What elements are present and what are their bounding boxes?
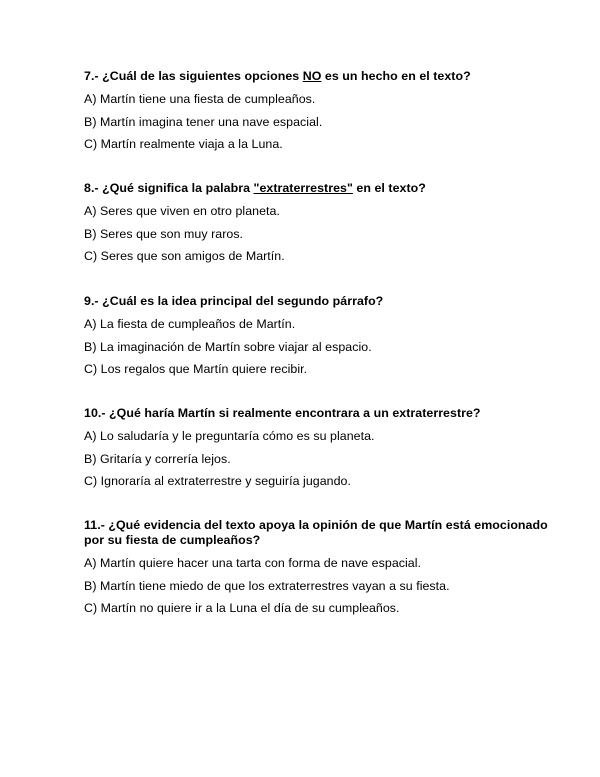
question-8-title-end: en el texto? <box>352 181 426 195</box>
question-10-title: 10.- ¿Qué haría Martín si realmente encontrara a un extraterrestre? <box>84 406 481 420</box>
question-10-option-a: A) Lo saludaría y le preguntaría cómo es su planeta. <box>84 429 375 443</box>
question-9-option-c: C) Los regalos que Martín quiere recibir. <box>84 362 308 376</box>
question-8-option-a: A) Seres que viven en otro planeta. <box>84 204 280 218</box>
question-9-option-a: A) La fiesta de cumpleaños de Martín. <box>84 317 296 331</box>
question-10-option-b: B) Gritaría y correría lejos. <box>84 451 231 466</box>
question-7-option-c: C) Martín realmente viaja a la Luna. <box>84 137 283 151</box>
question-11-title: 11.- ¿Qué evidencia del texto apoya la opinión de que Martín está emocionado por su fiesta de cumpleaños? <box>84 518 548 547</box>
question-10-option-c: C) Ignoraría al extraterrestre y seguiría jugando. <box>84 474 351 488</box>
question-8-title-start: 8.- ¿Qué significa la palabra <box>84 181 254 195</box>
question-11-option-c: C) Martín no quiere ir a la Luna el día de su cumpleaños. <box>84 601 400 615</box>
question-9-title: 9.- ¿Cuál es la idea principal del segundo párrafo? <box>84 294 384 308</box>
question-7 <box>84 69 554 160</box>
question-7-option-a: A) Martín tiene una fiesta de cumpleaños. <box>84 92 316 106</box>
question-8-title-emphasis: "extraterrestres" <box>253 181 353 195</box>
question-7-title-emphasis: NO <box>302 69 322 83</box>
question-11 <box>84 518 554 624</box>
question-8-option-b: B) Seres que son muy raros. <box>84 226 244 241</box>
question-7-title-start: 7.- ¿Cuál de las siguientes opciones <box>84 69 303 83</box>
question-8 <box>84 181 554 272</box>
question-9-option-b: B) La imaginación de Martín sobre viajar al espacio. <box>84 339 372 354</box>
question-8-option-c: C) Seres que son amigos de Martín. <box>84 249 285 263</box>
question-9 <box>84 294 554 385</box>
question-8-title <box>84 181 554 196</box>
question-7-title <box>84 69 554 84</box>
question-10 <box>84 406 554 497</box>
question-11-option-b: B) Martín tiene miedo de que los extraterrestres vayan a su fiesta. <box>84 578 450 593</box>
question-11-option-a: A) Martín quiere hacer una tarta con forma de nave espacial. <box>84 556 422 570</box>
question-7-title-end: es un hecho en el texto? <box>321 69 471 83</box>
question-7-option-b: B) Martín imagina tener una nave espacial. <box>84 114 323 129</box>
